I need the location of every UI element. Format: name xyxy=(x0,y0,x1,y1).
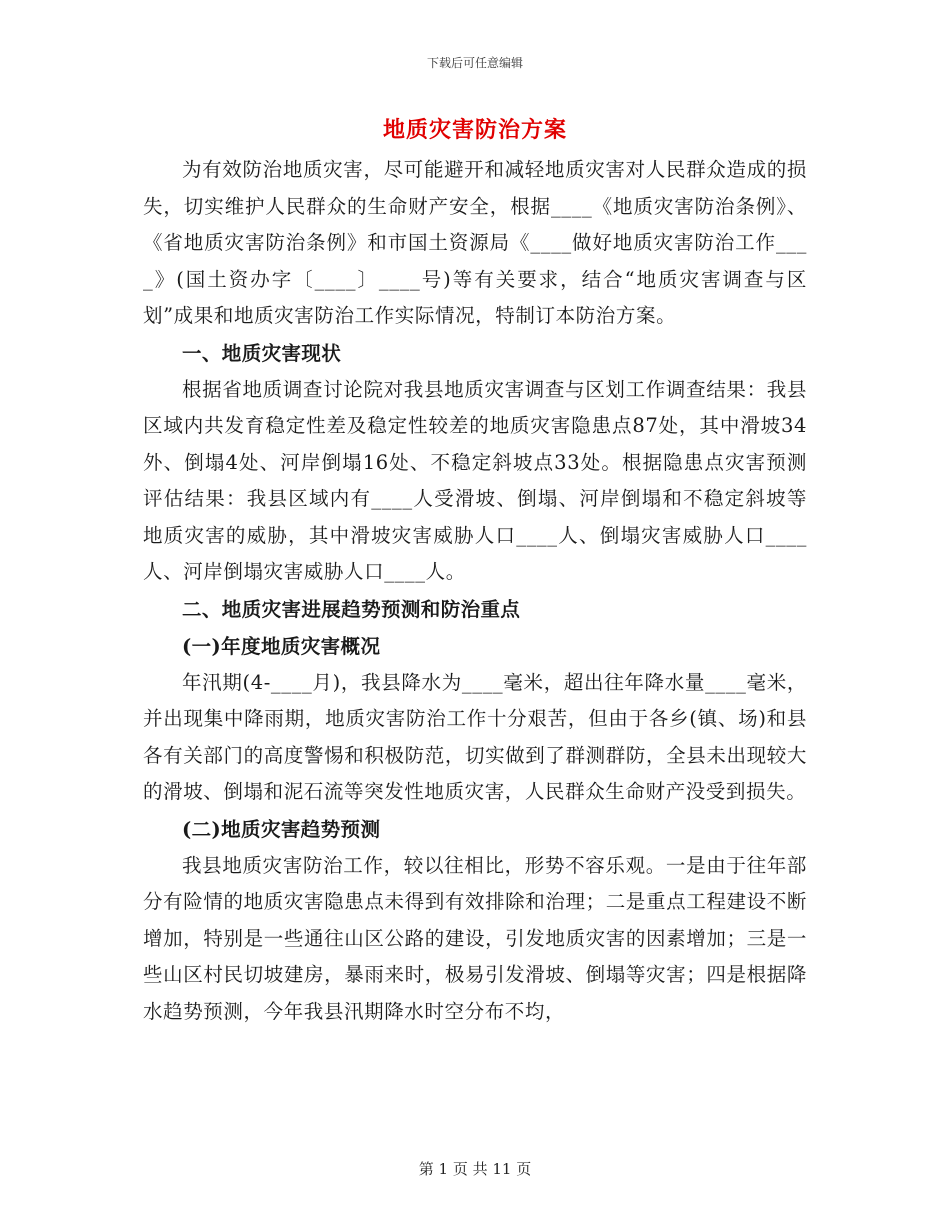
section-heading-current-status: 一、地质灾害现状 xyxy=(182,341,342,365)
subsection-heading-annual-overview: (一)年度地质灾害概况 xyxy=(182,634,381,658)
document-title: 地质灾害防治方案 xyxy=(382,117,567,143)
intro-paragraph: 为有效防治地质灾害，尽可能避开和减轻地质灾害对人民群众造成的损失，切实维护人民群众的生命财产安全，根据____《地质灾害防治条例》、《省地质灾害防治条例》和市国土资源局《____做好地质灾害防治工作____》(国土资办字〔____〕____号)等有关要求，结合“地质灾害调查与区划”成果和地质灾害防治工作实际情况，特制订本防治方案。 xyxy=(143,158,807,327)
annual-overview-paragraph: 年汛期(4-____月)，我县降水为____毫米，超出往年降水量____毫米，并出现集中降雨期，地质灾害防治工作十分艰苦，但由于各乡(镇、场)和县各有关部门的高度警惕和积极防范，切实做到了群测群防，全县未出现较大的滑坡、倒塌和泥石流等突发性地质灾害，人民群众生命财产没受到损失。 xyxy=(143,670,807,803)
header-note: 下载后可任意编辑 xyxy=(426,56,523,70)
subsection-heading-trend-prediction: (二)地质灾害趋势预测 xyxy=(182,817,381,841)
current-status-paragraph: 根据省地质调查讨论院对我县地质灾害调查与区划工作调查结果：我县区域内共发育稳定性差及稳定性较差的地质灾害隐患点87处，其中滑坡34外、倒塌4处、河岸倒塌16处、不稳定斜坡点33处。根据隐患点灾害预测评估结果：我县区域内有____人受滑坡、倒塌、河岸倒塌和不稳定斜坡等地质灾害的威胁，其中滑坡灾害威胁人口____人、倒塌灾害威胁人口____人、河岸倒塌灾害威胁人口____人。 xyxy=(143,377,807,583)
trend-prediction-paragraph: 我县地质灾害防治工作，较以往相比，形势不容乐观。一是由于往年部分有险情的地质灾害隐患点未得到有效排除和治理；二是重点工程建设不断增加，特别是一些通往山区公路的建设，引发地质灾害的因素增加；三是一些山区村民切坡建房，暴雨来时，极易引发滑坡、倒塌等灾害；四是根据降水趋势预测，今年我县汛期降水时空分布不均， xyxy=(143,853,807,1023)
document-body xyxy=(143,152,807,1030)
page-number: 第 1 页 共 11 页 xyxy=(418,1160,532,1178)
section-heading-trend-forecast: 二、地质灾害进展趋势预测和防治重点 xyxy=(182,597,521,621)
